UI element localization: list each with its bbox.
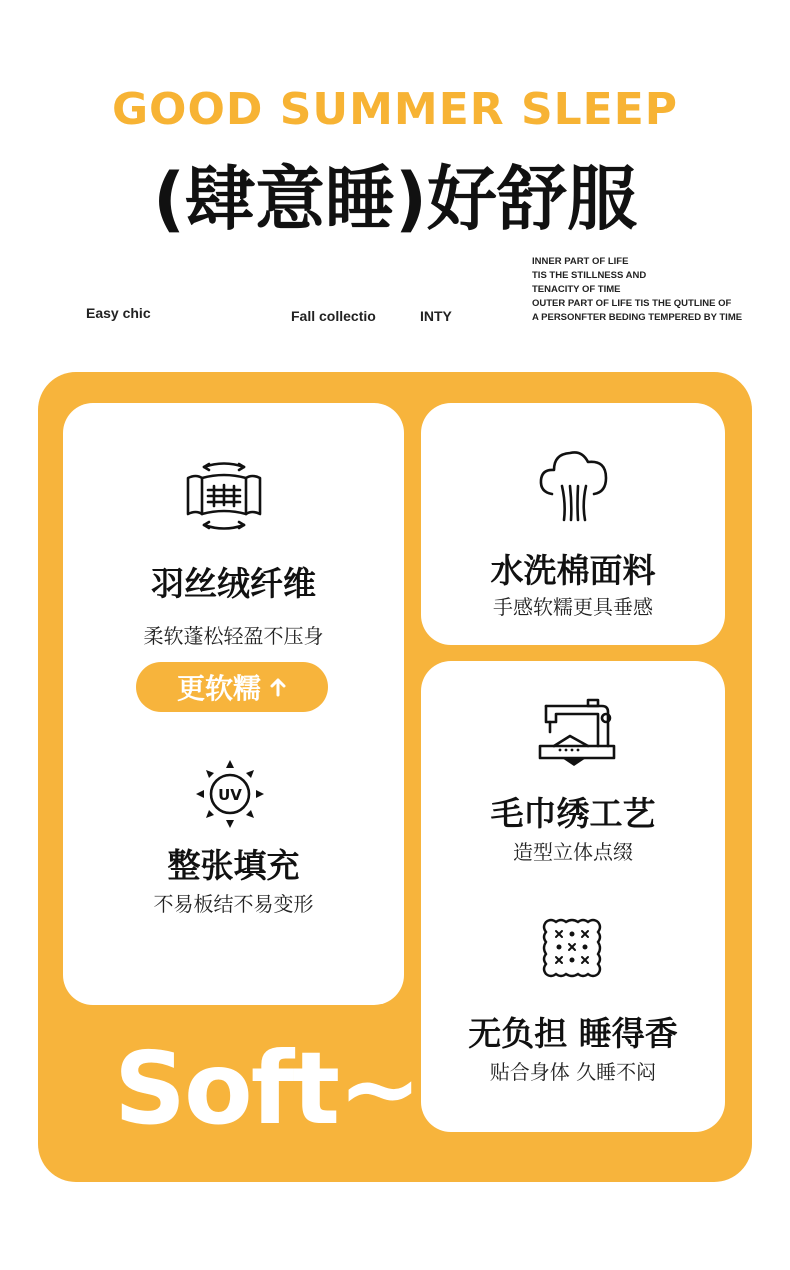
headline-chinese: (肆意睡)好舒服 [153, 158, 637, 240]
fine-print-line: INNER PART OF LIFE [532, 256, 629, 267]
fine-print-line: A PERSONFTER BEDING TEMPERED BY TIME [532, 312, 743, 323]
soft-slogan: Soft~ [114, 1030, 420, 1147]
softer-badge-label: 更软糯 [176, 672, 261, 705]
feature-desc-filling: 不易板结不易变形 [153, 892, 314, 916]
feature-desc-fiber: 柔软蓬松轻盈不压身 [143, 624, 324, 648]
fine-print-line: OUTER PART OF LIFE TIS THE QUTLINE OF [532, 298, 732, 309]
feature-title-fiber: 羽丝绒纤维 [151, 564, 316, 603]
fine-print-line: TIS THE STILLNESS AND [532, 270, 647, 281]
sewing-machine-icon [536, 698, 616, 768]
tag-easy-chic: Easy chic [86, 305, 151, 321]
tag-fall-collection: Fall collectio [291, 308, 376, 324]
svg-text:UV: UV [218, 786, 242, 804]
headline-english: GOOD SUMMER SLEEP [111, 84, 679, 135]
fabric-dots-icon [540, 916, 604, 980]
feature-desc-embroidery: 造型立体点缀 [513, 840, 633, 864]
feature-title-washed: 水洗棉面料 [490, 551, 656, 590]
up-arrow-icon [269, 677, 287, 697]
feature-desc-washed: 手感软糯更具垂感 [493, 595, 653, 619]
sun-uv-icon [194, 758, 266, 830]
tag-inty: INTY [420, 308, 452, 324]
fine-print-line: TENACITY OF TIME [532, 284, 621, 295]
fine-print-block [532, 255, 742, 325]
feature-desc-comfort: 贴合身体 久睡不闷 [489, 1060, 657, 1084]
soft-cloud-icon [536, 446, 612, 524]
softer-badge [136, 662, 328, 712]
feature-title-comfort: 无负担 睡得香 [468, 1014, 678, 1053]
feature-title-filling: 整张填充 [167, 846, 300, 885]
fiber-stretch-icon [184, 458, 264, 534]
feature-title-embroidery: 毛巾绣工艺 [490, 794, 656, 833]
